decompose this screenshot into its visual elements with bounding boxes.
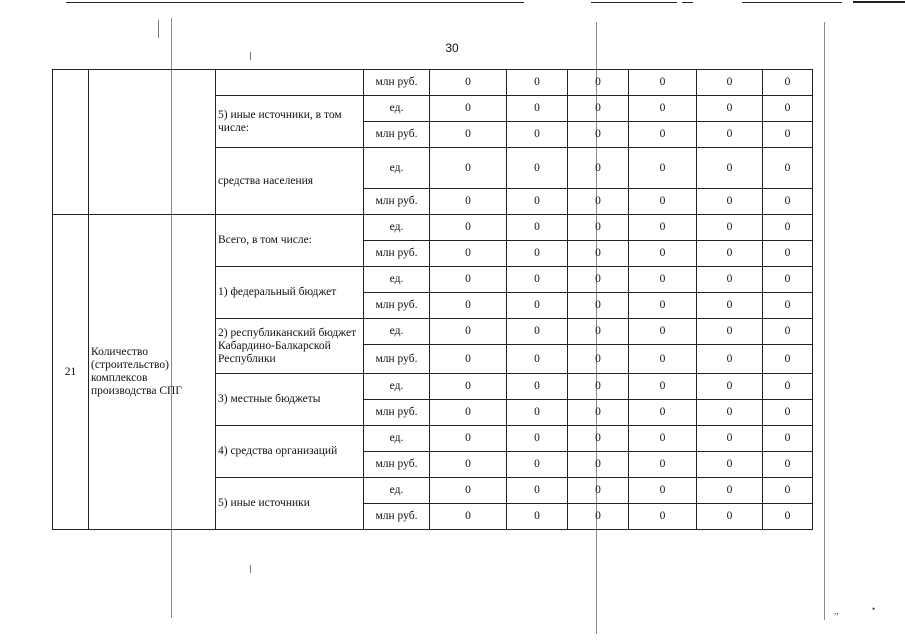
value-cell: 0 <box>507 293 568 319</box>
value-cell: 0 <box>430 504 507 530</box>
unit-label: млн руб. <box>364 241 430 267</box>
unit-label: млн руб. <box>364 293 430 319</box>
value-cell: 0 <box>697 189 763 215</box>
value-cell: 0 <box>568 319 629 345</box>
value-cell: 0 <box>629 70 697 96</box>
value-cell: 0 <box>568 122 629 148</box>
scan-top-line-corner <box>853 1 905 3</box>
value-cell: 0 <box>697 215 763 241</box>
value-cell: 0 <box>697 504 763 530</box>
value-cell: 0 <box>507 426 568 452</box>
value-cell: 0 <box>697 319 763 345</box>
value-cell: 0 <box>507 215 568 241</box>
value-cell: 0 <box>430 452 507 478</box>
page-number: 30 <box>445 41 459 55</box>
value-cell: 0 <box>763 452 813 478</box>
scan-speck: ,, <box>834 606 839 616</box>
value-cell: 0 <box>629 452 697 478</box>
value-cell: 0 <box>763 267 813 293</box>
value-cell: 0 <box>697 374 763 400</box>
source-label: средства населения <box>216 148 364 215</box>
value-cell: 0 <box>430 148 507 189</box>
scan-speck: • <box>872 604 876 614</box>
value-cell: 0 <box>697 267 763 293</box>
value-cell: 0 <box>763 504 813 530</box>
value-cell: 0 <box>763 215 813 241</box>
value-cell: 0 <box>763 148 813 189</box>
value-cell: 0 <box>629 267 697 293</box>
value-cell: 0 <box>697 148 763 189</box>
value-cell: 0 <box>507 267 568 293</box>
value-cell: 0 <box>568 293 629 319</box>
scan-top-line-middle <box>591 2 677 3</box>
value-cell: 0 <box>697 452 763 478</box>
value-cell: 0 <box>629 319 697 345</box>
value-cell: 0 <box>697 400 763 426</box>
value-cell: 0 <box>629 122 697 148</box>
value-cell: 0 <box>568 426 629 452</box>
value-cell: 0 <box>763 478 813 504</box>
value-cell: 0 <box>430 70 507 96</box>
value-cell: 0 <box>507 504 568 530</box>
unit-label: ед. <box>364 96 430 122</box>
value-cell: 0 <box>430 478 507 504</box>
value-cell: 0 <box>507 478 568 504</box>
value-cell: 0 <box>507 148 568 189</box>
scan-dash-mark <box>158 20 159 38</box>
value-cell: 0 <box>430 426 507 452</box>
value-cell: 0 <box>568 478 629 504</box>
value-cell: 0 <box>568 96 629 122</box>
value-cell: 0 <box>430 241 507 267</box>
unit-label: ед. <box>364 267 430 293</box>
value-cell: 0 <box>507 122 568 148</box>
value-cell: 0 <box>430 122 507 148</box>
value-cell: 0 <box>430 319 507 345</box>
value-cell: 0 <box>629 400 697 426</box>
unit-label: млн руб. <box>364 189 430 215</box>
value-cell: 0 <box>763 96 813 122</box>
value-cell: 0 <box>568 374 629 400</box>
value-cell: 0 <box>507 400 568 426</box>
value-cell: 0 <box>629 478 697 504</box>
value-cell: 0 <box>568 215 629 241</box>
value-cell: 0 <box>430 215 507 241</box>
unit-label: ед. <box>364 215 430 241</box>
source-label: 1) федеральный бюджет <box>216 267 364 319</box>
value-cell: 0 <box>430 293 507 319</box>
value-cell: 0 <box>568 148 629 189</box>
value-cell: 0 <box>763 400 813 426</box>
value-cell: 0 <box>697 426 763 452</box>
scan-top-line-short <box>682 2 693 3</box>
value-cell: 0 <box>430 374 507 400</box>
value-cell: 0 <box>629 345 697 374</box>
unit-label: млн руб. <box>364 452 430 478</box>
value-cell: 0 <box>763 426 813 452</box>
value-cell: 0 <box>568 189 629 215</box>
unit-label: ед. <box>364 148 430 189</box>
unit-label: млн руб. <box>364 400 430 426</box>
scan-dash-mark <box>250 52 251 60</box>
indicator-cell: Количество (строительство) комплексов производства СПГ <box>89 215 216 530</box>
data-table <box>52 69 813 530</box>
value-cell: 0 <box>430 96 507 122</box>
source-label: 3) местные бюджеты <box>216 374 364 426</box>
unit-label: млн руб. <box>364 122 430 148</box>
value-cell: 0 <box>629 215 697 241</box>
value-cell: 0 <box>430 189 507 215</box>
value-cell: 0 <box>629 293 697 319</box>
value-cell: 0 <box>507 452 568 478</box>
value-cell: 0 <box>763 70 813 96</box>
value-cell: 0 <box>629 241 697 267</box>
value-cell: 0 <box>697 345 763 374</box>
value-cell: 0 <box>507 96 568 122</box>
value-cell: 0 <box>568 504 629 530</box>
value-cell: 0 <box>697 122 763 148</box>
value-cell: 0 <box>763 189 813 215</box>
value-cell: 0 <box>629 374 697 400</box>
unit-label: ед. <box>364 478 430 504</box>
value-cell: 0 <box>763 122 813 148</box>
value-cell: 0 <box>697 241 763 267</box>
value-cell: 0 <box>568 70 629 96</box>
value-cell: 0 <box>697 70 763 96</box>
row-number-cell <box>53 70 89 215</box>
unit-label: млн руб. <box>364 345 430 374</box>
value-cell: 0 <box>763 319 813 345</box>
source-label: 2) республиканский бюджет Кабардино-Балкарской Республики <box>216 319 364 374</box>
table-row <box>53 70 813 96</box>
fold-line-right <box>824 22 825 620</box>
value-cell: 0 <box>430 345 507 374</box>
value-cell: 0 <box>763 293 813 319</box>
unit-label: млн руб. <box>364 504 430 530</box>
value-cell: 0 <box>629 189 697 215</box>
unit-label: млн руб. <box>364 70 430 96</box>
value-cell: 0 <box>629 148 697 189</box>
source-label <box>216 70 364 96</box>
value-cell: 0 <box>507 241 568 267</box>
source-label: Всего, в том числе: <box>216 215 364 267</box>
unit-label: ед. <box>364 374 430 400</box>
value-cell: 0 <box>697 478 763 504</box>
value-cell: 0 <box>697 293 763 319</box>
value-cell: 0 <box>430 400 507 426</box>
source-label: 4) средства организаций <box>216 426 364 478</box>
indicator-cell <box>89 70 216 215</box>
row-number-cell: 21 <box>53 215 89 530</box>
value-cell: 0 <box>763 241 813 267</box>
value-cell: 0 <box>430 267 507 293</box>
value-cell: 0 <box>507 319 568 345</box>
value-cell: 0 <box>507 374 568 400</box>
value-cell: 0 <box>629 96 697 122</box>
value-cell: 0 <box>697 96 763 122</box>
value-cell: 0 <box>507 345 568 374</box>
value-cell: 0 <box>629 504 697 530</box>
value-cell: 0 <box>568 267 629 293</box>
value-cell: 0 <box>629 426 697 452</box>
scan-dash-mark <box>250 565 251 573</box>
value-cell: 0 <box>763 345 813 374</box>
table-row <box>53 215 813 241</box>
scan-top-line-left <box>66 2 524 3</box>
value-cell: 0 <box>763 374 813 400</box>
unit-label: ед. <box>364 426 430 452</box>
unit-label: ед. <box>364 319 430 345</box>
value-cell: 0 <box>568 241 629 267</box>
value-cell: 0 <box>507 189 568 215</box>
scan-top-line-right <box>742 2 842 3</box>
value-cell: 0 <box>568 345 629 374</box>
value-cell: 0 <box>507 70 568 96</box>
source-label: 5) иные источники <box>216 478 364 530</box>
source-label: 5) иные источники, в том числе: <box>216 96 364 148</box>
value-cell: 0 <box>568 452 629 478</box>
value-cell: 0 <box>568 400 629 426</box>
